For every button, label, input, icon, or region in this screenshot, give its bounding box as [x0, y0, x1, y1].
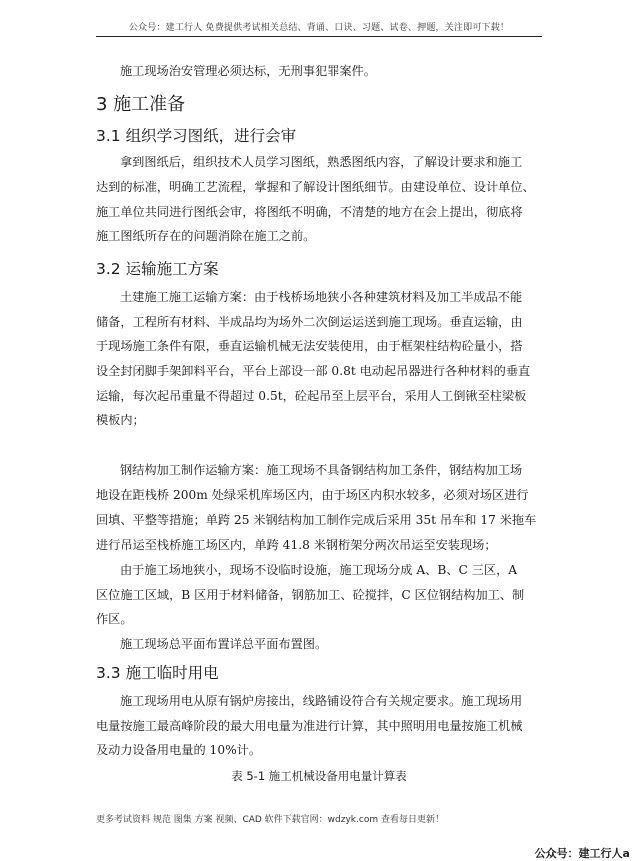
s32-para1-line: 模板内； [96, 413, 145, 427]
s32-para2-line: 回填、平整等措施；单跨 25 米钢结构加工制作完成后采用 35t 吊车和 17 米拖车 [96, 513, 537, 527]
s32-para1-line: 于现场施工条件有限，垂直运输机械无法安装使用，由于框架柱结构砼量小，搭 [96, 339, 523, 353]
s33-line: 电量按施工最高峰阶段的最大用电量为准进行计算，其中照明用电量按施工机械 [96, 719, 523, 733]
s32-para4: 施工现场总平面布置详总平面布置图。 [120, 637, 328, 651]
page-footer: 更多考试资料 规范 图集 方案 视频、CAD 软件下载官网：wdzyk.com 查看每日更新！ [96, 815, 444, 825]
s32-para2-line: 进行吊运至栈桥施工场区内，单跨 41.8 米钢桁架分两次吊运至安装现场； [96, 538, 497, 552]
s32-para3-line: 区位施工区域，B 区用于材料储备，钢筋加工、砼搅拌，C 区位钢结构加工、制 [96, 588, 525, 602]
s32-para3-line: 由于施工场地狭小，现场不设临时设施，施工现场分成 A、B、C 三区，A [120, 563, 518, 577]
s31-line: 达到的标准，明确工艺流程，掌握和了解设计图纸细节。由建设单位、设计单位、 [96, 180, 535, 194]
section-3-1-title: 3.1 组织学习图纸，进行会审 [96, 127, 297, 145]
s32-para1-line: 运输，每次起吊重量不得超过 0.5t，砼起吊至上层平台，采用人工倒锹至柱梁板 [96, 389, 527, 403]
s31-line: 施工图纸所存在的问题消除在施工之前。 [96, 229, 316, 243]
s32-para1-line: 设全封闭脚手架卸料平台，平台上部设一部 0.8t 电动起吊器进行各种材料的垂直 [96, 364, 531, 378]
intro-line: 施工现场治安管理必须达标，无刑事犯罪案件。 [120, 64, 376, 78]
table-caption: 表 5-1 施工机械设备用电量计算表 [231, 769, 407, 783]
section-3-title: 3 施工准备 [96, 94, 186, 115]
s33-line: 施工现场用电从原有锅炉房接出，线路铺设符合有关规定要求。施工现场用 [120, 694, 523, 708]
s33-line: 及动力设备用电量的 10%计。 [96, 743, 262, 757]
s32-para2-line: 钢结构加工制作运输方案：施工现场不具备钢结构加工条件，钢结构加工场 [120, 463, 523, 477]
s31-line: 施工单位共同进行图纸会审，将图纸不明确，不清楚的地方在会上提出，彻底将 [96, 205, 523, 219]
s32-para1-line: 储备，工程所有材料、半成品均为场外二次倒运运送到施工现场。垂直运输，由 [96, 315, 523, 329]
header-divider [96, 36, 542, 37]
s32-para1-line: 土建施工施工运输方案：由于栈桥场地狭小各种建筑材料及加工半成品不能 [120, 290, 523, 304]
section-3-3-title: 3.3 施工临时用电 [96, 664, 219, 682]
section-3-2-title: 3.2 运输施工方案 [96, 260, 219, 278]
page-header: 公众号：建工行人 免费提供考试相关总结、背诵、口诀、习题、试卷、押题，关注即可下载！ [128, 23, 510, 33]
watermark: 公众号：建工行人a [534, 847, 630, 860]
s32-para2-line: 地设在距栈桥 200m 处绿采机库场区内，由于场区内积水较多，必须对场区进行 [96, 488, 529, 502]
s32-para3-line: 作区。 [96, 612, 133, 626]
s31-line: 拿到图纸后，组织技术人员学习图纸，熟悉图纸内容，了解设计要求和施工 [120, 155, 523, 169]
